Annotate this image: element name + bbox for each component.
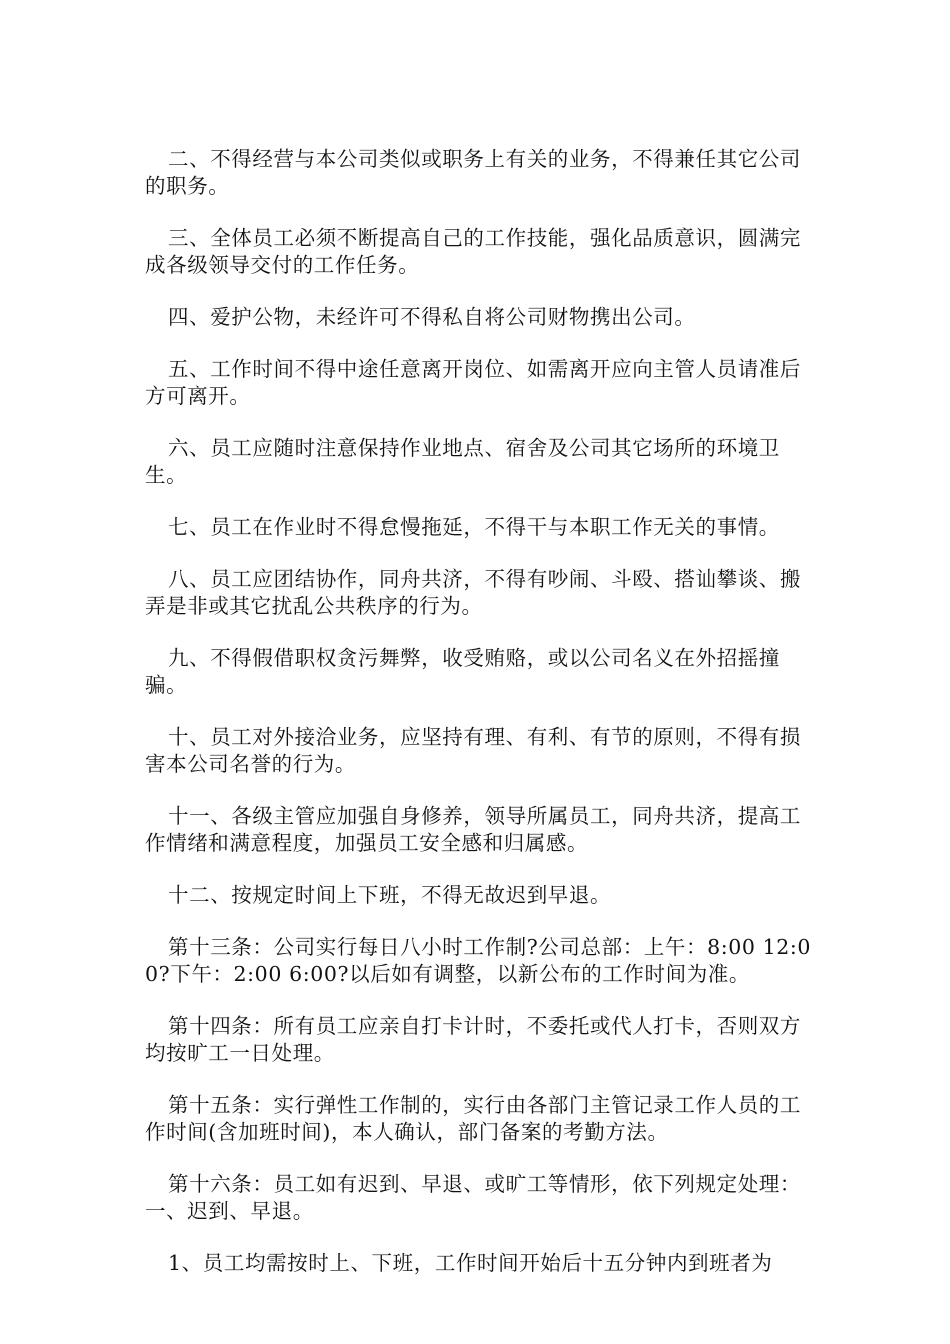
- paragraph-12: 十二、按规定时间上下班，不得无故迟到早退。: [168, 883, 612, 907]
- paragraph-9: 九、不得假借职权贪污舞弊，收受贿赂，或以公司名义在外招摇撞骗。: [145, 646, 780, 697]
- paragraph-8: 八、员工应团结协作，同舟共济，不得有吵闹、斗殴、搭讪攀谈、搬弄是非或其它扰乱公共秩序的行为。: [145, 567, 801, 618]
- paragraph-6: 六、员工应随时注意保持作业地点、宿舍及公司其它场所的环境卫生。: [145, 436, 780, 487]
- clause-1: 1、员工均需按时上、下班，工作时间开始后十五分钟内到班者为: [168, 1251, 773, 1275]
- paragraph-11: 十一、各级主管应加强自身修养，领导所属员工，同舟共济，提高工作情绪和满意程度，加强员工安全感和归属感。: [145, 804, 801, 855]
- paragraph-7: 七、员工在作业时不得怠慢拖延，不得干与本职工作无关的事情。: [168, 515, 780, 539]
- paragraph-4: 四、爱护公物，未经许可不得私自将公司财物携出公司。: [168, 305, 696, 329]
- article-14: 第十四条：所有员工应亲自打卡计时，不委托或代人打卡，否则双方均按旷工一日处理。: [145, 1014, 801, 1065]
- document-body: [145, 146, 815, 1302]
- paragraph-3: 三、全体员工必须不断提高自己的工作技能，强化品质意识，圆满完成各级领导交付的工作任务。: [145, 226, 801, 277]
- paragraph-10: 十、员工对外接洽业务，应坚持有理、有利、有节的原则，不得有损害本公司名誉的行为。: [145, 725, 801, 776]
- article-15: 第十五条：实行弹性工作制的，实行由各部门主管记录工作人员的工作时间(含加班时间)，本人确认，部门备案的考勤方法。: [145, 1093, 801, 1144]
- paragraph-5: 五、工作时间不得中途任意离开岗位、如需离开应向主管人员请准后方可离开。: [145, 357, 801, 408]
- article-13: 第十三条：公司实行每日八小时工作制?公司总部：上午：8:00 12:00?下午：2:00 6:00?以后如有调整，以新公布的工作时间为准。: [145, 935, 812, 986]
- paragraph-2: 二、不得经营与本公司类似或职务上有关的业务，不得兼任其它公司的职务。: [145, 147, 801, 198]
- article-16: 第十六条：员工如有迟到、早退、或旷工等情形，依下列规定处理：一、迟到、早退。: [145, 1172, 801, 1223]
